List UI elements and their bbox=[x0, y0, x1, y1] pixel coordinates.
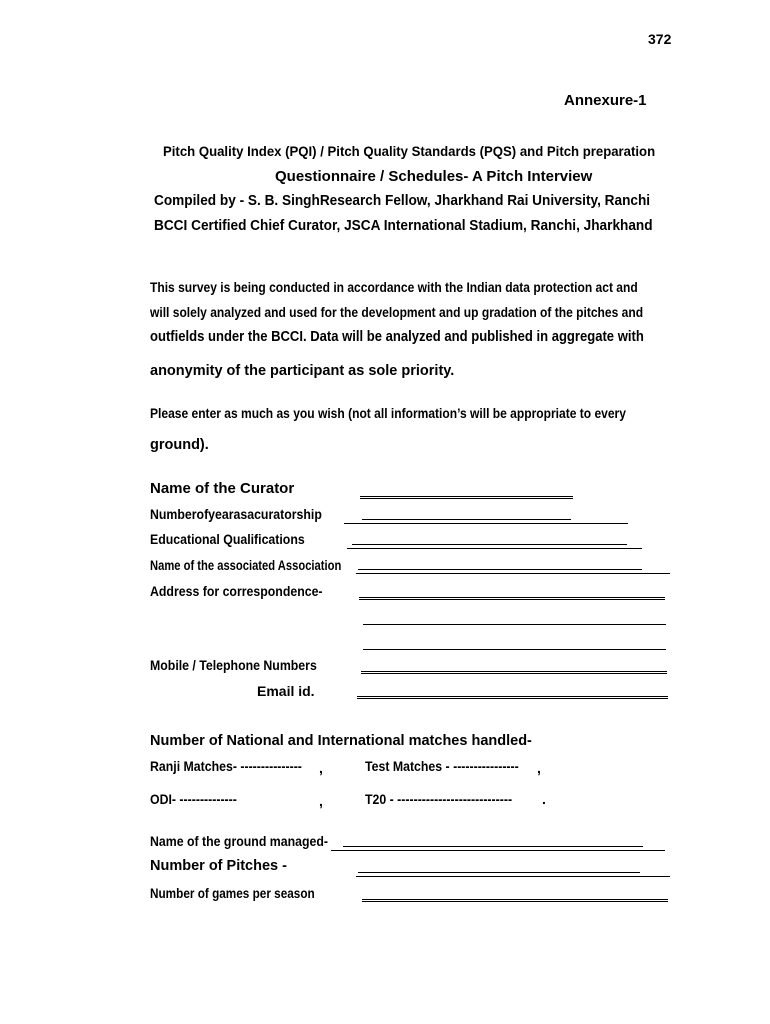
qualifications-field[interactable] bbox=[347, 548, 642, 549]
t20-period: . bbox=[542, 791, 546, 807]
address-text: Address for correspondence- bbox=[150, 583, 323, 599]
address-field-line-3[interactable] bbox=[363, 649, 666, 650]
email-label: Email id. bbox=[257, 683, 315, 699]
compiled-by-text: Compiled by - S. B. SinghResearch Fellow, Jharkhand Rai University, Ranchi bbox=[154, 193, 651, 209]
intro-line-3 bbox=[150, 329, 699, 345]
annexure-label: Annexure-1 bbox=[564, 92, 647, 109]
games-per-season-label bbox=[150, 885, 346, 901]
intro-line-2 bbox=[150, 304, 723, 320]
test-comma: , bbox=[537, 760, 541, 776]
header-title-line2: Questionnaire / Schedules- A Pitch Interview bbox=[275, 168, 593, 185]
header-title-line1 bbox=[163, 143, 687, 159]
years-curatorship-text: Numberofyearasacuratorship bbox=[150, 506, 322, 522]
years-curatorship-field-inner bbox=[362, 519, 571, 520]
pitches-field[interactable] bbox=[356, 876, 670, 877]
email-field[interactable] bbox=[357, 696, 668, 699]
odi-label bbox=[150, 791, 249, 807]
phone-text: Mobile / Telephone Numbers bbox=[150, 657, 317, 673]
phone-label bbox=[150, 657, 340, 673]
header-compiled-by bbox=[154, 193, 682, 209]
curator-name-label: Name of the Curator bbox=[150, 480, 295, 497]
ground-name-field-inner bbox=[343, 846, 643, 847]
association-field[interactable] bbox=[356, 573, 670, 574]
ranji-matches-label bbox=[150, 758, 323, 774]
ranji-comma: , bbox=[319, 760, 323, 776]
years-curatorship-field[interactable] bbox=[344, 523, 628, 524]
games-per-season-field[interactable] bbox=[362, 899, 668, 902]
association-label bbox=[150, 557, 389, 573]
ground-name-label bbox=[150, 833, 352, 849]
ranji-matches-text: Ranji Matches- --------------- bbox=[150, 758, 302, 774]
ground-name-field[interactable] bbox=[331, 850, 665, 851]
affiliation-text: BCCI Certified Chief Curator, JSCA International Stadium, Ranchi, Jharkhand bbox=[154, 218, 653, 234]
instruction-line-2: ground). bbox=[150, 437, 209, 453]
association-field-inner bbox=[358, 569, 642, 570]
qualifications-label bbox=[150, 531, 326, 547]
test-matches-text: Test Matches - ---------------- bbox=[365, 758, 519, 774]
qualifications-field-inner bbox=[352, 544, 627, 545]
odi-comma: , bbox=[319, 793, 323, 809]
instruction-line-1 bbox=[150, 405, 703, 421]
association-text: Name of the associated Association bbox=[150, 557, 342, 573]
t20-label bbox=[365, 791, 532, 807]
pitches-field-inner bbox=[358, 872, 640, 873]
pitches-label: Number of Pitches - bbox=[150, 858, 287, 874]
intro-text-3: outfields under the BCCI. Data will be analyzed and published in aggregate with bbox=[150, 329, 644, 345]
intro-line-4: anonymity of the participant as sole priority. bbox=[150, 363, 455, 379]
odi-text: ODI- -------------- bbox=[150, 791, 237, 807]
games-per-season-text: Number of games per season bbox=[150, 885, 315, 901]
ground-name-text: Name of the ground managed- bbox=[150, 833, 328, 849]
curator-name-field[interactable] bbox=[360, 496, 573, 499]
intro-text-2: will solely analyzed and used for the development and up gradation of the pitches and bbox=[150, 304, 644, 320]
instruction-text-1: Please enter as much as you wish (not all information’s will be appropriate to every bbox=[150, 405, 626, 421]
address-field-line-1[interactable] bbox=[359, 597, 665, 600]
address-label bbox=[150, 583, 346, 599]
years-curatorship-label bbox=[150, 506, 345, 522]
address-field-line-2[interactable] bbox=[363, 624, 666, 625]
page-number: 372 bbox=[648, 31, 672, 47]
qualifications-text: Educational Qualifications bbox=[150, 531, 305, 547]
intro-text-1: This survey is being conducted in accordance with the Indian data protection act and bbox=[150, 279, 638, 295]
phone-field[interactable] bbox=[361, 671, 667, 674]
matches-heading: Number of National and International matches handled- bbox=[150, 733, 532, 749]
t20-text: T20 - ---------------------------- bbox=[365, 791, 513, 807]
header-affiliation bbox=[154, 218, 684, 234]
header-title-text: Pitch Quality Index (PQI) / Pitch Quality Standards (PQS) and Pitch preparation bbox=[163, 143, 656, 159]
intro-line-1 bbox=[150, 279, 717, 295]
test-matches-label bbox=[365, 758, 540, 774]
